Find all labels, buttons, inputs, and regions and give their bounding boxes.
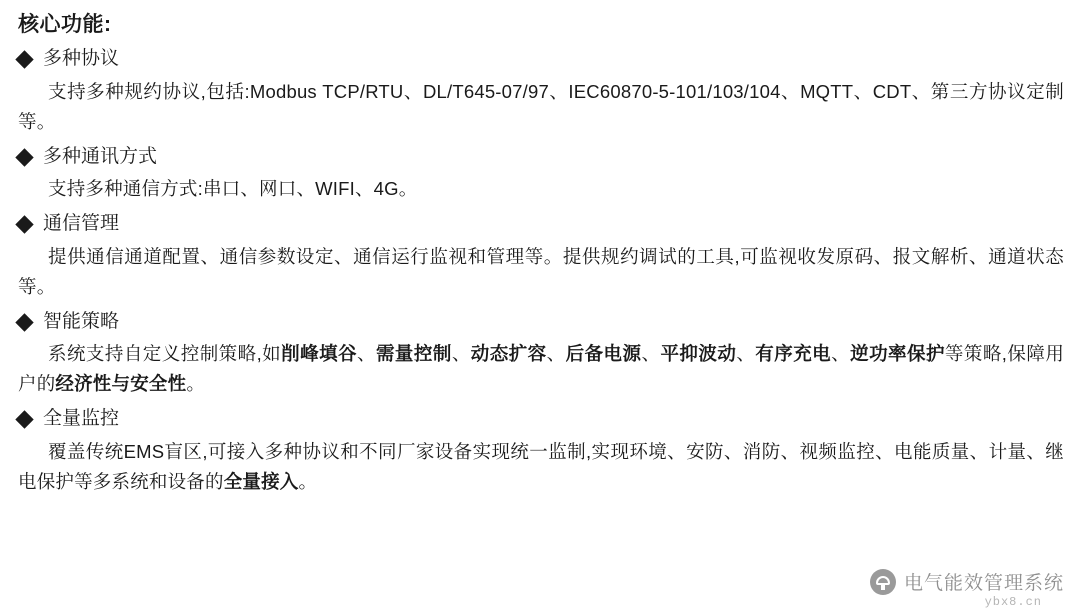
watermark (870, 568, 1064, 609)
feature-body: 支持多种规约协议,包括:Modbus TCP/RTU、DL/T645-07/97、IEC60870-5-101/103/104、MQTT、CDT、第三方协议定制等。 (18, 80, 1064, 132)
feature-section (0, 308, 1080, 399)
feature-heading-row (18, 308, 1080, 337)
diamond-bullet-icon (15, 410, 33, 428)
feature-body: 支持多种通信方式:串口、网口、WIFI、4G。 (48, 178, 418, 200)
feature-section (0, 45, 1080, 136)
feature-section (0, 210, 1080, 301)
feature-body: 覆盖传统EMS盲区,可接入多种协议和不同厂家设备实现统一监制,实现环境、安防、消防、视频监控、电能质量、计量、继电保护等多系统和设备的全量接入。 (18, 440, 1064, 492)
feature-heading: 多种协议 (43, 48, 120, 70)
feature-heading: 全量监控 (43, 408, 120, 430)
feature-body: 系统支持自定义控制策略,如削峰填谷、需量控制、动态扩容、后备电源、平抑波动、有序充电、逆功率保护等策略,保障用户的经济性与安全性。 (18, 343, 1065, 395)
diamond-bullet-icon (15, 148, 33, 166)
diamond-bullet-icon (15, 51, 33, 69)
wechat-account-logo-icon (870, 569, 896, 595)
feature-heading: 智能策略 (43, 310, 120, 332)
document-page (0, 10, 1080, 609)
feature-heading-row (18, 45, 1080, 74)
watermark-text: 电气能效管理系统 (903, 573, 1064, 594)
feature-heading-row (18, 210, 1080, 239)
feature-section (0, 143, 1080, 204)
feature-heading: 多种通讯方式 (43, 145, 158, 167)
watermark-sub-text: ybx8.cn (984, 595, 1042, 609)
feature-section (0, 405, 1080, 496)
page-title: 核心功能: (18, 13, 112, 36)
feature-heading: 通信管理 (43, 213, 120, 235)
feature-body: 提供通信通道配置、通信参数设定、通信运行监视和管理等。提供规约调试的工具,可监视收发原码、报文解析、通道状态等。 (18, 245, 1064, 297)
feature-heading-row (18, 405, 1080, 434)
feature-heading-row (18, 143, 1080, 172)
diamond-bullet-icon (15, 216, 33, 234)
diamond-bullet-icon (15, 313, 33, 331)
